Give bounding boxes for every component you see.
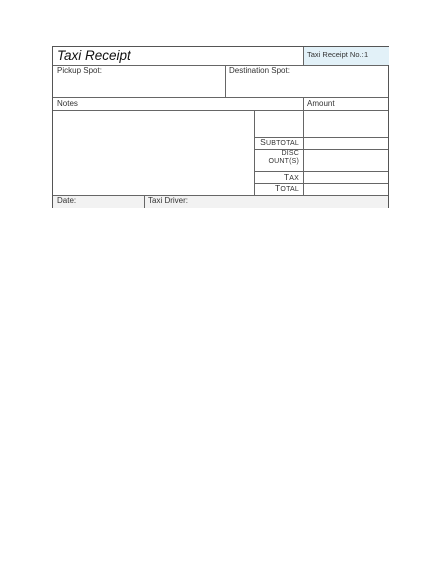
subtotal-label: SUBTOTAL: [260, 138, 299, 147]
taxi-driver-field[interactable]: [193, 196, 388, 208]
total-field[interactable]: [304, 184, 388, 195]
date-field[interactable]: [83, 196, 143, 208]
divider-line: [144, 195, 145, 208]
pickup-spot-field[interactable]: [53, 73, 224, 97]
tax-label: TAX: [283, 173, 299, 182]
discounts-label: DISC OUNT(S): [268, 150, 299, 166]
taxi-receipt-form: [52, 46, 389, 208]
total-label: TOTAL: [275, 184, 299, 193]
divider-line: [53, 97, 388, 98]
amount-item-field[interactable]: [304, 111, 388, 137]
amount-header: Amount: [307, 99, 335, 108]
date-label: Date:: [57, 196, 77, 205]
receipt-number-label: Taxi Receipt No.:: [307, 51, 364, 59]
receipt-title: Taxi Receipt: [57, 48, 131, 63]
divider-line: [254, 110, 255, 195]
destination-spot-label: Destination Spot:: [229, 66, 290, 75]
destination-spot-field[interactable]: [226, 73, 388, 97]
divider-line: [53, 65, 388, 66]
divider-line: [303, 47, 304, 65]
taxi-driver-label: Taxi Driver:: [148, 196, 189, 205]
notes-header: Notes: [57, 99, 78, 108]
pickup-spot-label: Pickup Spot:: [57, 66, 102, 75]
tax-field[interactable]: [304, 172, 388, 183]
subtotal-field[interactable]: [304, 138, 388, 149]
discounts-field[interactable]: [304, 150, 388, 171]
receipt-number-value: 1: [364, 51, 369, 59]
notes-field[interactable]: [53, 111, 253, 195]
